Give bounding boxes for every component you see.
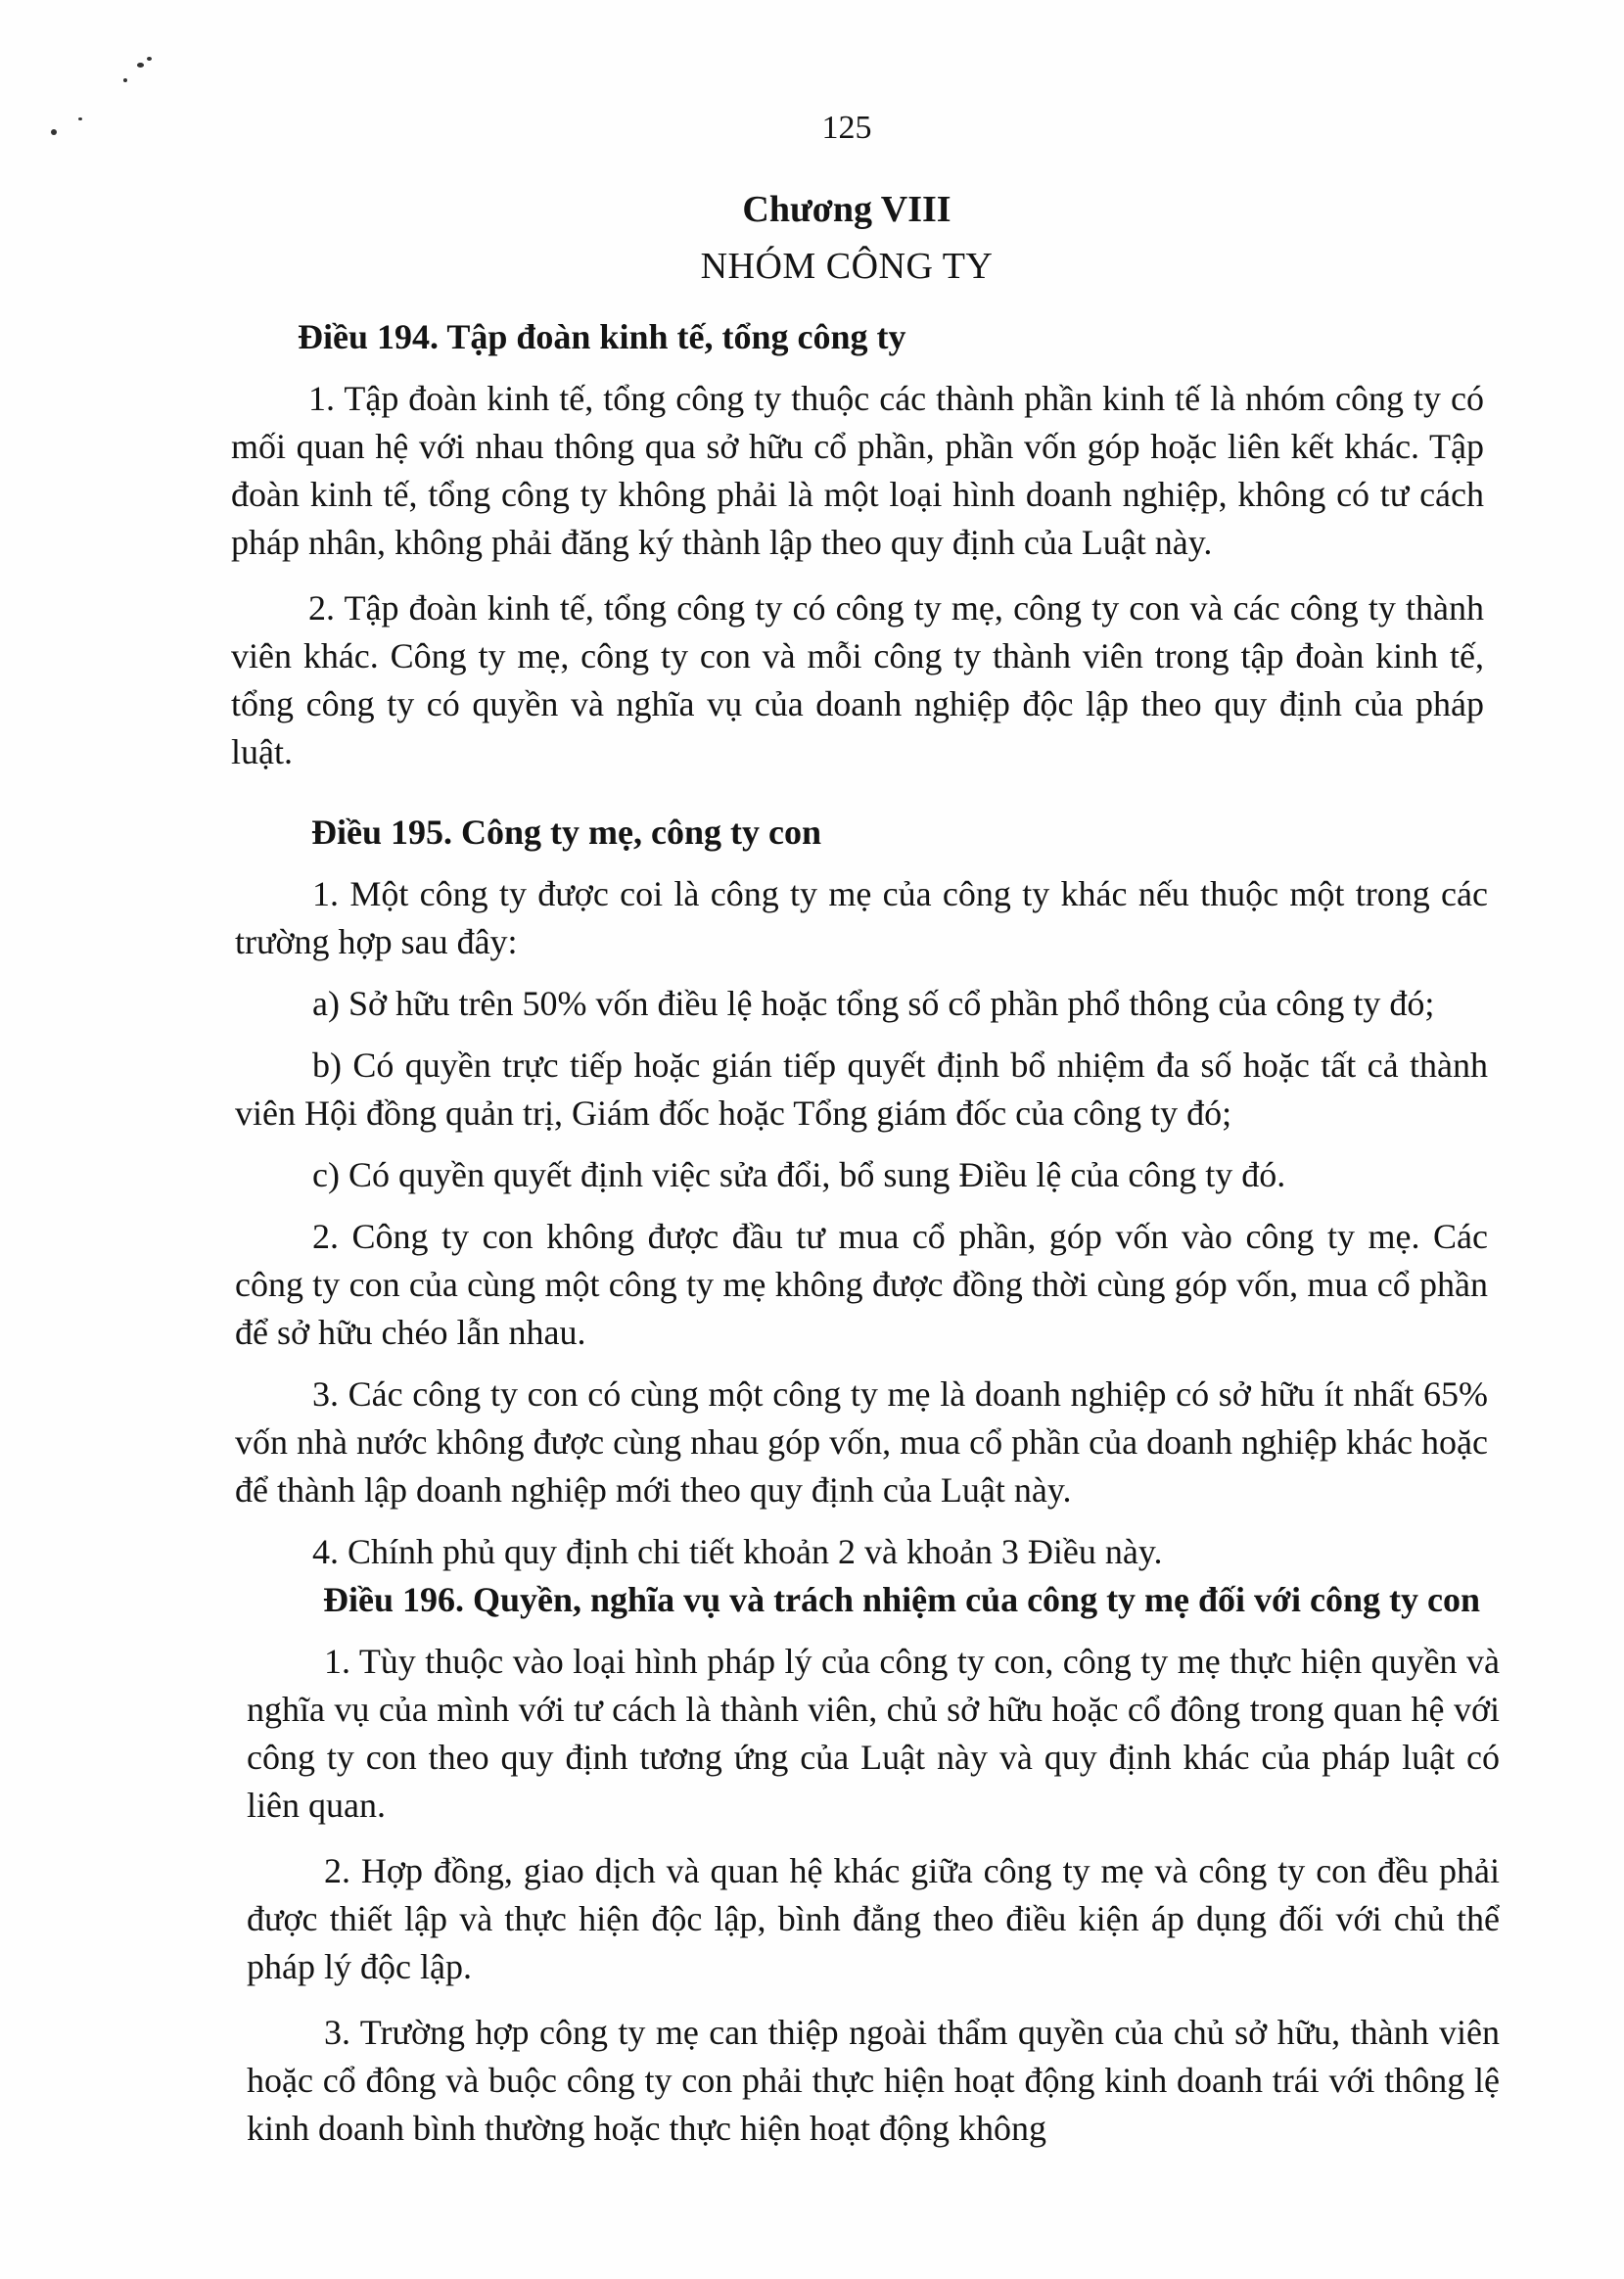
scan-speck: [147, 57, 152, 61]
chapter-title: Chương VIII: [742, 189, 951, 230]
page-number: 125: [821, 110, 872, 146]
scan-speck: [123, 78, 127, 82]
scan-speck: [137, 63, 144, 68]
article-196-heading: Điều 196. Quyền, nghĩa vụ và trách nhiệm của công ty mẹ đối với công ty con: [323, 1580, 1480, 1619]
article-195-clause-2: 2. Công ty con không được đầu tư mua cổ phần, góp vốn vào công ty mẹ. Các công ty con của cùng một công ty mẹ không được đồng thời cùng góp vốn, mua cổ phần để sở hữu chéo lẫn nhau.: [235, 1217, 1488, 1352]
article-195-clause-3: 3. Các công ty con có cùng một công ty mẹ là doanh nghiệp có sở hữu ít nhất 65% vốn nhà nước không được cùng nhau góp vốn, mua cổ phần của doanh nghiệp khác hoặc để thành lập doanh nghiệp mới theo quy định của Luật này.: [235, 1374, 1488, 1510]
chapter-name: NHÓM CÔNG TY: [700, 246, 994, 287]
article-195-clause-1: 1. Một công ty được coi là công ty mẹ của công ty khác nếu thuộc một trong các trường hợp sau đây:: [235, 874, 1488, 961]
article-195-point-a: a) Sở hữu trên 50% vốn điều lệ hoặc tổng số cổ phần phổ thông của công ty đó;: [312, 984, 1435, 1023]
article-194: [231, 313, 1484, 776]
article-196: [247, 1576, 1500, 2153]
article-195-heading: Điều 195. Công ty mẹ, công ty con: [311, 813, 821, 852]
article-196-clause-1: 1. Tùy thuộc vào loại hình pháp lý của công ty con, công ty mẹ thực hiện quyền và nghĩa vụ của mình với tư cách là thành viên, chủ sở hữu hoặc cổ đông trong quan hệ với công ty con theo quy định tương ứng của Luật này và quy định khác của pháp luật có liên quan.: [247, 1642, 1500, 1825]
article-195-point-b: b) Có quyền trực tiếp hoặc gián tiếp quyết định bổ nhiệm đa số hoặc tất cả thành viên Hội đồng quản trị, Giám đốc hoặc Tổng giám đốc của công ty đó;: [235, 1046, 1488, 1133]
article-195-clause-4: 4. Chính phủ quy định chi tiết khoản 2 và khoản 3 Điều này.: [312, 1532, 1163, 1571]
article-194-clause-2: 2. Tập đoàn kinh tế, tổng công ty có công ty mẹ, công ty con và các công ty thành viên khác. Công ty mẹ, công ty con và mỗi công ty thành viên trong tập đoàn kinh tế, tổng công ty có quyền và nghĩa vụ của doanh nghiệp độc lập theo quy định của pháp luật.: [231, 588, 1484, 771]
article-194-clause-1: 1. Tập đoàn kinh tế, tổng công ty thuộc các thành phần kinh tế là nhóm công ty có mối quan hệ với nhau thông qua sở hữu cổ phần, phần vốn góp hoặc liên kết khác. Tập đoàn kinh tế, tổng công ty không phải là một loại hình doanh nghiệp, không có tư cách pháp nhân, không phải đăng ký thành lập theo quy định của Luật này.: [231, 379, 1484, 562]
article-194-heading: Điều 194. Tập đoàn kinh tế, tổng công ty: [298, 317, 906, 356]
article-195: [235, 809, 1488, 1576]
article-196-clause-2: 2. Hợp đồng, giao dịch và quan hệ khác giữa công ty mẹ và công ty con đều phải được thiết lập và thực hiện độc lập, bình đẳng theo điều kiện áp dụng đối với chủ thể pháp lý độc lập.: [247, 1851, 1500, 1986]
article-196-clause-3: 3. Trường hợp công ty mẹ can thiệp ngoài thẩm quyền của chủ sở hữu, thành viên hoặc cổ đông và buộc công ty con phải thực hiện hoạt động kinh doanh trái với thông lệ kinh doanh bình thường hoặc thực hiện hoạt động không: [247, 2013, 1500, 2148]
article-195-point-c: c) Có quyền quyết định việc sửa đổi, bổ sung Điều lệ của công ty đó.: [312, 1155, 1286, 1194]
